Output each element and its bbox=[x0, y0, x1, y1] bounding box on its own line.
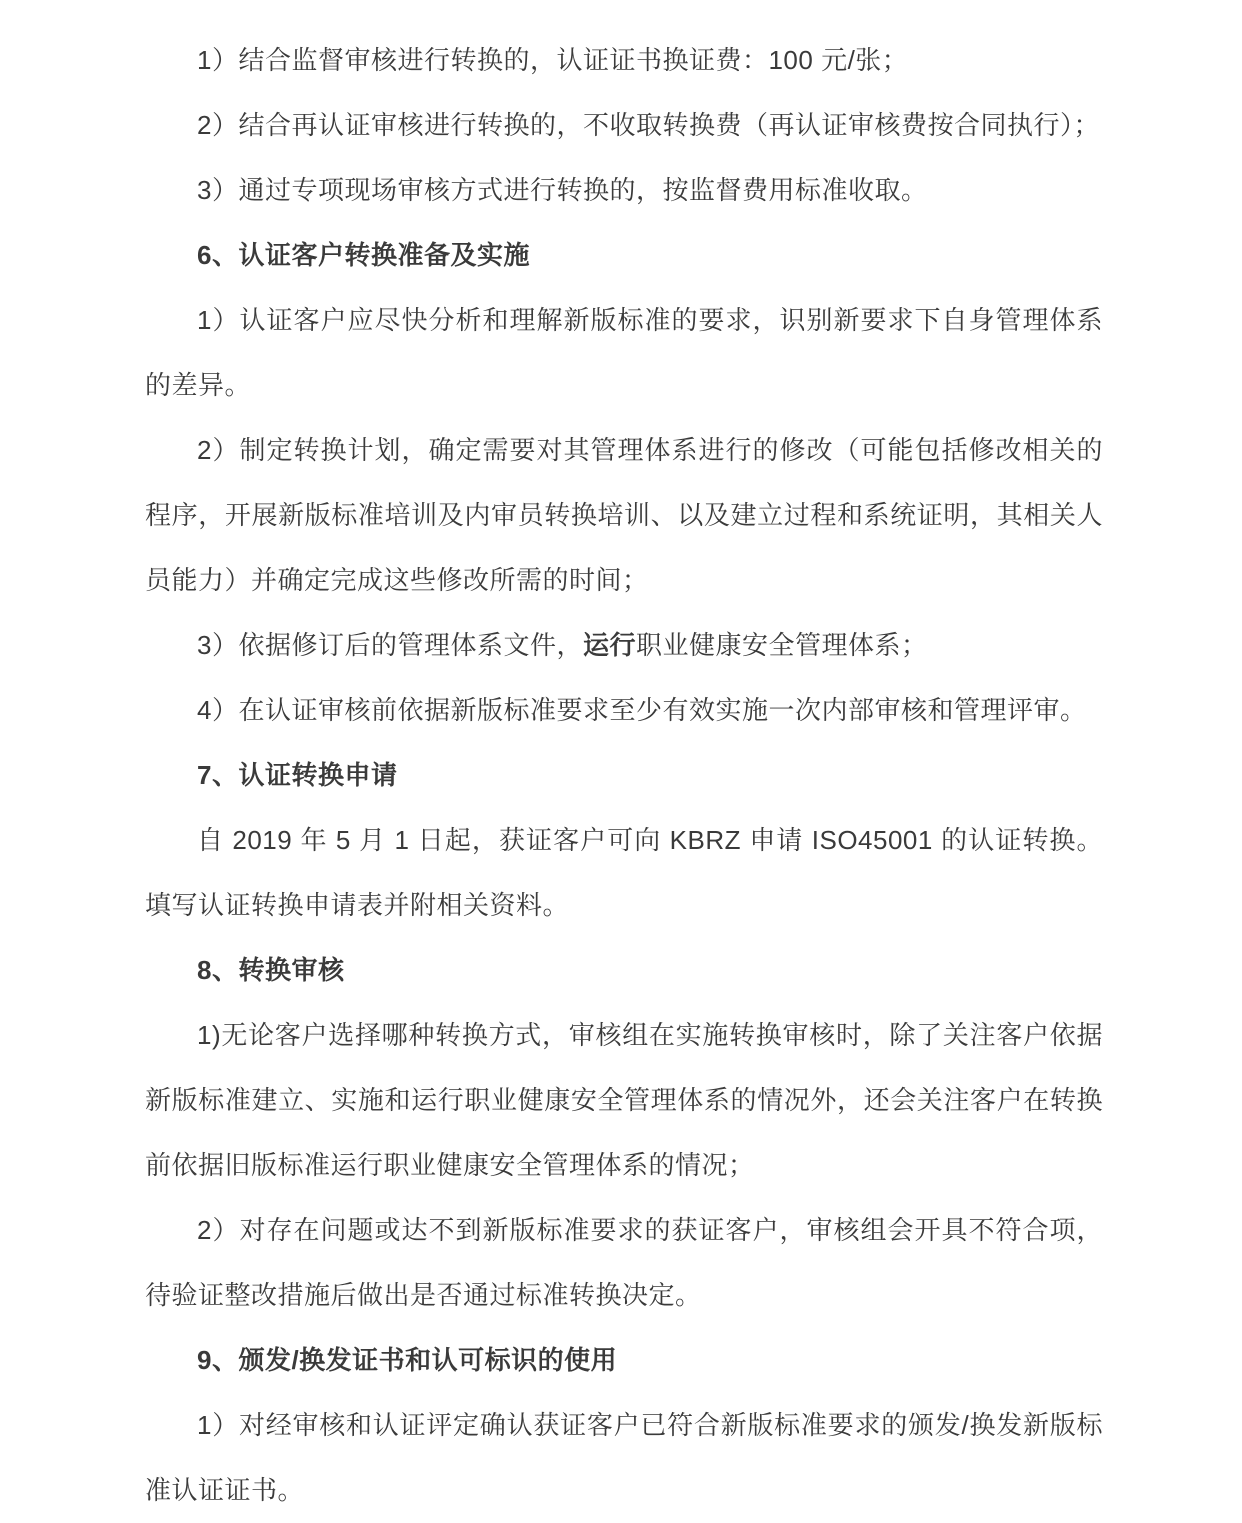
section-heading bbox=[145, 938, 1103, 1003]
text-run: 自 2019 年 5 月 1 日起，获证客户可向 KBRZ 申请 ISO45001 的认证转换。填写认证转换申请表并附相关资料。 bbox=[145, 825, 1103, 920]
text-run: 1）认证客户应尽快分析和理解新版标准的要求，识别新要求下自身管理体系的差异。 bbox=[145, 305, 1103, 400]
text-run: 3）通过专项现场审核方式进行转换的，按监督费用标准收取。 bbox=[197, 175, 928, 205]
text-run: 2）对存在问题或达不到新版标准要求的获证客户，审核组会开具不符合项，待验证整改措施后做出是否通过标准转换决定。 bbox=[145, 1215, 1103, 1310]
text-run: 6、认证客户转换准备及实施 bbox=[197, 240, 530, 270]
text-run: 4）在认证审核前依据新版标准要求至少有效实施一次内部审核和管理评审。 bbox=[197, 695, 1087, 725]
text-run: 7、认证转换申请 bbox=[197, 760, 398, 790]
body-paragraph bbox=[145, 1198, 1103, 1328]
section-heading bbox=[145, 223, 1103, 288]
body-paragraph bbox=[145, 808, 1103, 938]
body-paragraph bbox=[145, 158, 1103, 223]
body-paragraph bbox=[145, 418, 1103, 613]
section-heading bbox=[145, 1328, 1103, 1393]
body-paragraph bbox=[145, 28, 1103, 93]
text-run: 2）结合再认证审核进行转换的，不收取转换费（再认证审核费按合同执行）； bbox=[197, 110, 1100, 140]
text-run: 1)无论客户选择哪种转换方式，审核组在实施转换审核时，除了关注客户依据新版标准建立、实施和运行职业健康安全管理体系的情况外，还会关注客户在转换前依据旧版标准运行职业健康安全管理体系的情况； bbox=[145, 1020, 1103, 1180]
body-paragraph bbox=[145, 1003, 1103, 1198]
bold-text-run: 运行 bbox=[582, 630, 636, 660]
section-heading bbox=[145, 743, 1103, 808]
text-run: 2）制定转换计划，确定需要对其管理体系进行的修改（可能包括修改相关的程序，开展新版标准培训及内审员转换培训、以及建立过程和系统证明，其相关人员能力）并确定完成这些修改所需的时间； bbox=[145, 435, 1103, 595]
text-run: 3）依据修订后的管理体系文件， bbox=[197, 630, 583, 660]
text-run: 1）结合监督审核进行转换的，认证证书换证费：100 元/张； bbox=[197, 45, 909, 75]
body-paragraph bbox=[145, 613, 1103, 678]
body-paragraph bbox=[145, 1393, 1103, 1523]
text-run: 9、颁发/换发证书和认可标识的使用 bbox=[197, 1345, 618, 1375]
body-paragraph bbox=[145, 678, 1103, 743]
body-paragraph bbox=[145, 93, 1103, 158]
text-run: 1）对经审核和认证评定确认获证客户已符合新版标准要求的颁发/换发新版标准认证证书。 bbox=[145, 1410, 1103, 1505]
text-run: 8、转换审核 bbox=[197, 955, 345, 985]
text-run: 职业健康安全管理体系； bbox=[635, 630, 928, 660]
body-paragraph bbox=[145, 288, 1103, 418]
